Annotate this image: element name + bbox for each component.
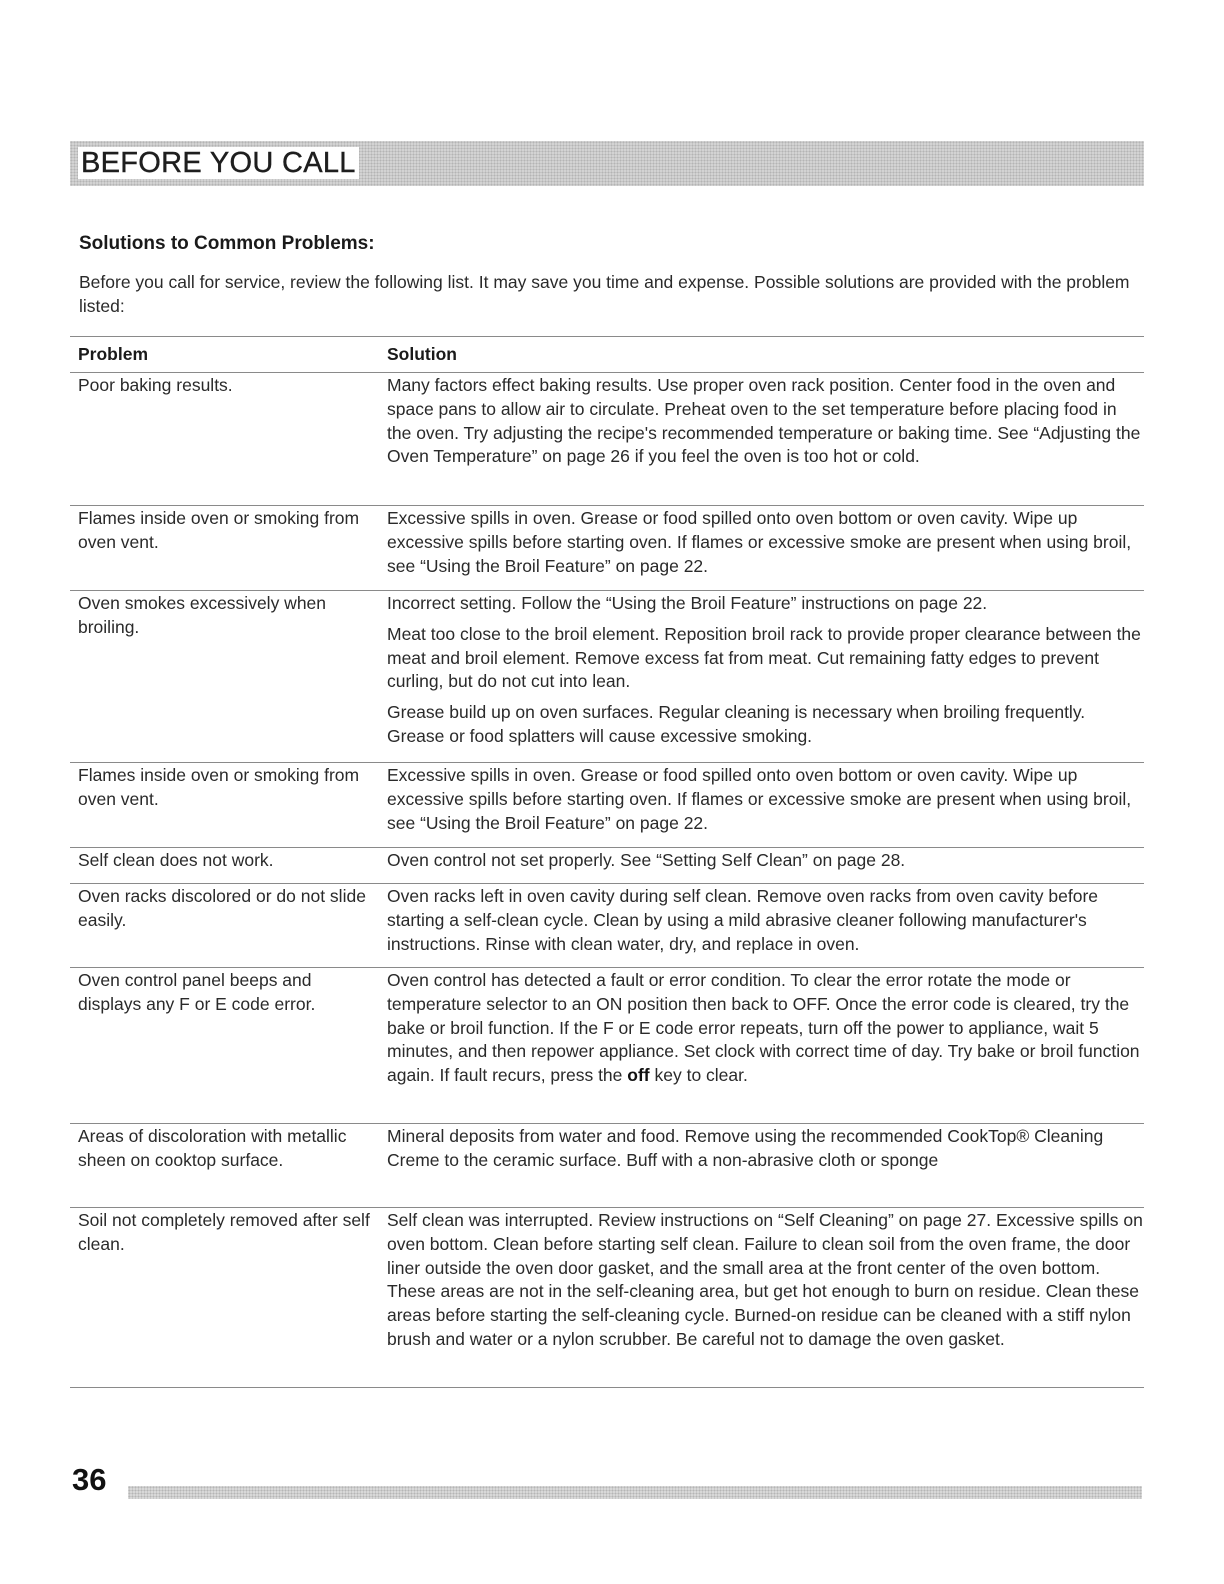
- column-header-problem: Problem: [78, 344, 149, 364]
- solution-text: Self clean was interrupted. Review instructions on “Self Cleaning” on page 27. Excessive spills on oven bottom. Clean before starting self clean. Failure to clean soil from the oven frame, the door liner outside the oven door gasket, and the small area at the front center of the oven bottom. These areas are not in the self-cleaning area, but get hot enough to burn on residue. Clean these areas before starting the self-cleaning cycle. Burned-on residue can be cleaned with a stiff nylon brush and water or a nylon scrubber. Be careful not to damage the oven gasket.: [387, 1210, 1143, 1349]
- solution-text: Meat too close to the broil element. Reposition broil rack to provide proper clearance between the meat and broil element. Remove excess fat from meat. Cut remaining fatty edges to prevent curling, but do not cut into lean.: [387, 623, 1141, 692]
- table-row: [70, 506, 1144, 591]
- intro-paragraph: Before you call for service, review the following list. It may save you time and expense. Possible solutions are provided with the problem listed:: [79, 272, 1130, 316]
- table-row: [70, 763, 1144, 848]
- table-row: [70, 884, 1144, 968]
- solution-cell: [378, 374, 1144, 505]
- solution-text: Incorrect setting. Follow the “Using the Broil Feature” instructions on page 22.: [387, 593, 988, 613]
- table-row: [70, 848, 1144, 884]
- section-heading: Solutions to Common Problems:: [79, 233, 375, 254]
- problem-text: Oven smokes excessively when broiling.: [78, 593, 327, 637]
- table-row: [70, 373, 1144, 506]
- footer-bar: [128, 1486, 1142, 1499]
- header-banner: [70, 141, 1144, 186]
- solution-text: Excessive spills in oven. Grease or food spilled onto oven bottom or oven cavity. Wipe up excessive spills before starting oven. If flames or excessive smoke are present when using broil, see “Using the Broil Feature” on page 22.: [387, 765, 1132, 833]
- column-header-solution: Solution: [387, 344, 457, 364]
- problem-text: Areas of discoloration with metallic sheen on cooktop surface.: [78, 1126, 347, 1170]
- problem-text: Oven control panel beeps and displays any F or E code error.: [78, 970, 316, 1014]
- solution-cell: [378, 592, 1144, 762]
- problem-cell: [70, 849, 378, 883]
- problem-text: Flames inside oven or smoking from oven vent.: [78, 508, 360, 552]
- solution-text-part: Oven control has detected a fault or error condition. To clear the error rotate the mode or temperature selector to an ON position then back to OFF. Once the error code is cleared, try the bake or broil function. If the F or E code error repeats, turn off the power to appliance, wait 5 minutes, and then repower appliance. Set clock with correct time of day. Try bake or broil function again. If fault recurs, press the: [387, 970, 1140, 1086]
- solution-text: Many factors effect baking results. Use proper oven rack position. Center food in the oven and space pans to allow air to circulate. Preheat oven to the set temperature before placing food in the oven. Try adjusting the recipe's recommended temperature or baking time. See “Adjusting the Oven Temperature” on page 26 if you feel the oven is too hot or cold.: [387, 375, 1141, 467]
- table-row: [70, 968, 1144, 1124]
- problem-text: Self clean does not work.: [78, 850, 274, 870]
- problem-text: Poor baking results.: [78, 375, 233, 395]
- solution-text: Oven racks left in oven cavity during self clean. Remove oven racks from oven cavity before starting a self-clean cycle. Clean by using a mild abrasive cleaner following manufacturer's instructions. Rinse with clean water, dry, and replace in oven.: [387, 886, 1099, 954]
- solution-text-part: key to clear.: [649, 1065, 748, 1086]
- page-number: 36: [72, 1462, 107, 1497]
- solution-cell: [378, 1209, 1144, 1387]
- solution-text: Grease build up on oven surfaces. Regular cleaning is necessary when broiling frequently. Grease or food splatters will cause excessive smoking.: [387, 702, 1086, 746]
- page-title: BEFORE YOU CALL: [78, 147, 359, 179]
- solution-cell: [378, 885, 1144, 967]
- problem-text: Soil not completely removed after self clean.: [78, 1210, 370, 1254]
- problem-cell: [70, 507, 378, 590]
- table-header-row: [70, 336, 1144, 373]
- problem-text: Flames inside oven or smoking from oven vent.: [78, 765, 360, 809]
- problem-cell: [70, 1125, 378, 1207]
- table-row: [70, 591, 1144, 763]
- solution-text: [387, 969, 1144, 1088]
- table-row: [70, 1124, 1144, 1208]
- troubleshooting-table: [70, 336, 1144, 1388]
- solution-text: Mineral deposits from water and food. Remove using the recommended CookTop® Cleaning Creme to the ceramic surface. Buff with a non-abrasive cloth or sponge: [387, 1126, 1104, 1170]
- problem-cell: [70, 374, 378, 505]
- solution-text: Oven control not set properly. See “Setting Self Clean” on page 28.: [387, 850, 906, 870]
- solution-cell: [378, 849, 1144, 883]
- solution-cell: [378, 507, 1144, 590]
- problem-cell: [70, 1209, 378, 1387]
- problem-cell: [70, 885, 378, 967]
- problem-cell: [70, 764, 378, 847]
- solution-cell: [378, 764, 1144, 847]
- solution-cell: [378, 1125, 1144, 1207]
- solution-text: Excessive spills in oven. Grease or food spilled onto oven bottom or oven cavity. Wipe up excessive spills before starting oven. If flames or excessive smoke are present when using broil, see “Using the Broil Feature” on page 22.: [387, 508, 1132, 576]
- solution-cell: [378, 969, 1144, 1123]
- table-row: [70, 1208, 1144, 1388]
- problem-text: Oven racks discolored or do not slide easily.: [78, 886, 366, 930]
- off-key-label: off: [627, 1065, 650, 1086]
- problem-cell: [70, 969, 378, 1123]
- problem-cell: [70, 592, 378, 762]
